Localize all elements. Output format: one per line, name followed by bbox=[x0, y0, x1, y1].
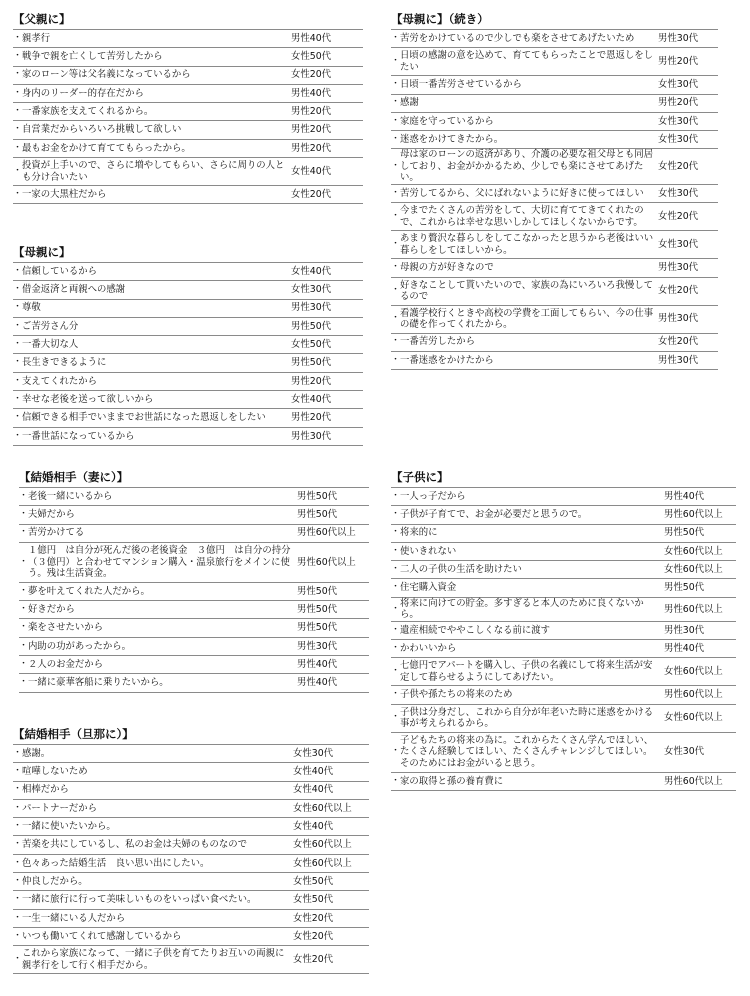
respondent: 女性20代 bbox=[658, 336, 699, 348]
bullet-icon: ・ bbox=[13, 87, 23, 98]
reason-text: 住宅購入資金 bbox=[400, 582, 457, 594]
table-row bbox=[391, 686, 736, 704]
bullet-icon: ・ bbox=[19, 622, 29, 633]
reason-table bbox=[391, 487, 736, 791]
table-row bbox=[391, 561, 736, 579]
bullet-icon: ・ bbox=[391, 115, 401, 126]
reason-text: 二人の子供の生活を助けたい bbox=[400, 564, 522, 576]
table-row bbox=[391, 579, 736, 597]
reason-text: 一緒に旅行に行って美味しいものをいっぱい食べたい。 bbox=[22, 894, 257, 906]
bullet-icon: ・ bbox=[13, 802, 23, 813]
respondent: 男性40代 bbox=[297, 677, 338, 689]
reason-text: 信頼しているから bbox=[22, 265, 98, 277]
reason-text: 一緒に豪華客船に乗りたいから。 bbox=[28, 677, 169, 689]
reason-text: 一番苦労したから bbox=[400, 336, 476, 348]
respondent: 男性30代 bbox=[658, 354, 699, 366]
table-row bbox=[19, 638, 369, 656]
reason-text: 好きだから bbox=[28, 604, 75, 616]
table-row bbox=[19, 601, 369, 619]
reason-text: 仲良しだから。 bbox=[22, 875, 88, 887]
reason-table bbox=[19, 487, 369, 693]
table-row bbox=[13, 391, 363, 409]
respondent: 女性40代 bbox=[293, 821, 334, 833]
reason-text: 使いきれない bbox=[400, 545, 457, 557]
bullet-icon: ・ bbox=[19, 677, 29, 688]
bullet-icon: ・ bbox=[13, 784, 23, 795]
reason-text: １億円 は自分が死んだ後の老後資金 ３億円 は自分の持分（３億円）と合わせてマンション購入・温泉旅行をメインに使う。残は生活資金。 bbox=[28, 545, 291, 580]
bullet-icon: ・ bbox=[13, 51, 23, 62]
table-row bbox=[13, 186, 363, 204]
respondent: 女性30代 bbox=[293, 747, 334, 759]
reason-text: 一家の大黒柱だから bbox=[22, 188, 107, 200]
table-row bbox=[391, 259, 718, 277]
table-row bbox=[13, 30, 363, 48]
respondent: 女性40代 bbox=[291, 165, 332, 177]
table-row bbox=[13, 121, 363, 139]
respondent: 女性60代以上 bbox=[664, 666, 723, 678]
reason-text: 子どもたちの将来の為に。これからたくさん学んでほしい、たくさん経験してほしい、たくさんチャレンジしてほしい。そのためにはお金がいると思う。 bbox=[400, 734, 654, 769]
bullet-icon: ・ bbox=[391, 624, 401, 635]
table-row bbox=[13, 263, 363, 281]
bullet-icon: ・ bbox=[391, 642, 401, 653]
table-row bbox=[13, 103, 363, 121]
respondent: 男性50代 bbox=[297, 622, 338, 634]
respondent: 女性20代 bbox=[658, 160, 699, 172]
bullet-icon: ・ bbox=[391, 79, 401, 90]
bullet-icon: ・ bbox=[391, 354, 401, 365]
table-row bbox=[391, 278, 718, 306]
bullet-icon: ・ bbox=[13, 375, 23, 386]
reason-text: パートナーだから bbox=[22, 802, 98, 814]
bullet-icon: ・ bbox=[13, 32, 23, 43]
bullet-icon: ・ bbox=[391, 509, 401, 520]
bullet-icon: ・ bbox=[391, 313, 401, 324]
table-row bbox=[391, 773, 736, 791]
section-title: 【子供に】 bbox=[391, 470, 449, 484]
respondent: 女性30代 bbox=[658, 79, 699, 91]
respondent: 女性60代以上 bbox=[293, 839, 352, 851]
bullet-icon: ・ bbox=[391, 56, 401, 67]
reason-text: 苦楽を共にしているし、私のお金は夫婦のものなので bbox=[22, 839, 248, 851]
table-row bbox=[391, 185, 718, 203]
table-row bbox=[391, 95, 718, 113]
respondent: 女性20代 bbox=[293, 912, 334, 924]
table-row bbox=[19, 674, 369, 692]
section-husband bbox=[13, 727, 369, 974]
reason-text: 喧嘩しないため bbox=[22, 766, 88, 778]
respondent: 男性60代以上 bbox=[664, 603, 723, 615]
bullet-icon: ・ bbox=[391, 490, 401, 501]
reason-text: 一番大切な人 bbox=[22, 339, 79, 351]
respondent: 男性40代 bbox=[664, 490, 705, 502]
bullet-icon: ・ bbox=[13, 821, 23, 832]
table-row bbox=[13, 318, 363, 336]
respondent: 女性50代 bbox=[291, 51, 332, 63]
reason-text: 信頼できる相手でいままでお世話になった恩返しをしたい bbox=[22, 412, 266, 424]
respondent: 男性60代以上 bbox=[297, 556, 356, 568]
bullet-icon: ・ bbox=[391, 689, 401, 700]
reason-text: 家の取得と孫の養育費に bbox=[400, 775, 504, 787]
reason-text: いつも働いてくれて感謝しているから bbox=[22, 930, 182, 942]
bullet-icon: ・ bbox=[391, 134, 401, 145]
reason-text: ご苦労さん分 bbox=[22, 320, 79, 332]
reason-text: 夢を叶えてくれた人だから。 bbox=[28, 585, 150, 597]
respondent: 女性60代以上 bbox=[664, 712, 723, 724]
table-row bbox=[13, 891, 369, 909]
bullet-icon: ・ bbox=[19, 509, 29, 520]
table-row bbox=[13, 745, 369, 763]
respondent: 男性20代 bbox=[291, 124, 332, 136]
respondent: 女性40代 bbox=[291, 265, 332, 277]
bullet-icon: ・ bbox=[13, 302, 23, 313]
reason-text: 母親の方が好きなので bbox=[400, 262, 494, 274]
table-row bbox=[391, 658, 736, 686]
table-row bbox=[391, 76, 718, 94]
reason-text: 最もお金をかけて育ててもらったから。 bbox=[22, 142, 191, 154]
section-title: 【母親に】 bbox=[13, 245, 71, 259]
reason-text: 家のローン等は父名義になっているから bbox=[22, 69, 191, 81]
respondent: 女性60代以上 bbox=[293, 857, 352, 869]
reason-text: 尊敬 bbox=[22, 302, 41, 314]
section-children bbox=[391, 470, 736, 791]
table-row bbox=[19, 656, 369, 674]
respondent: 男性40代 bbox=[664, 642, 705, 654]
respondent: 女性50代 bbox=[291, 339, 332, 351]
respondent: 男性40代 bbox=[297, 658, 338, 670]
bullet-icon: ・ bbox=[391, 97, 401, 108]
respondent: 女性30代 bbox=[658, 187, 699, 199]
bullet-icon: ・ bbox=[391, 262, 401, 273]
reason-text: 親孝行 bbox=[22, 32, 51, 44]
reason-text: 感謝 bbox=[400, 97, 419, 109]
respondent: 男性20代 bbox=[658, 56, 699, 68]
bullet-icon: ・ bbox=[13, 875, 23, 886]
table-row bbox=[391, 131, 718, 149]
table-row bbox=[391, 30, 718, 48]
reason-text: 遺産相続でややこしくなる前に渡す bbox=[400, 624, 551, 636]
respondent: 女性20代 bbox=[293, 930, 334, 942]
table-row bbox=[19, 619, 369, 637]
table-row bbox=[13, 782, 369, 800]
table-row bbox=[391, 113, 718, 131]
reason-text: 戦争で親を亡くして苦労したから bbox=[22, 51, 163, 63]
table-row bbox=[391, 622, 736, 640]
respondent: 男性30代 bbox=[658, 262, 699, 274]
respondent: 男性40代 bbox=[291, 32, 332, 44]
table-row bbox=[391, 149, 718, 185]
bullet-icon: ・ bbox=[391, 211, 401, 222]
respondent: 女性20代 bbox=[291, 188, 332, 200]
reason-text: 日頃一番苦労させているから bbox=[400, 79, 522, 91]
reason-text: 苦労かけてる bbox=[28, 527, 85, 539]
reason-text: 子供や孫たちの将来のため bbox=[400, 689, 513, 701]
bullet-icon: ・ bbox=[19, 527, 29, 538]
bullet-icon: ・ bbox=[19, 604, 29, 615]
bullet-icon: ・ bbox=[13, 430, 23, 441]
respondent: 男性50代 bbox=[297, 509, 338, 521]
respondent: 男性60代以上 bbox=[664, 689, 723, 701]
table-row bbox=[13, 48, 363, 66]
reason-text: 苦労してるから、父にばれないように好きに使ってほしい bbox=[400, 187, 644, 199]
respondent: 女性40代 bbox=[293, 766, 334, 778]
reason-text: 一番世話になっているから bbox=[22, 430, 135, 442]
table-row bbox=[391, 231, 718, 259]
reason-text: 子供は分身だし、これから自分が年老いた時に迷惑をかける事が考えられるから。 bbox=[400, 706, 654, 730]
reason-text: 七億円でアパートを購入し、子供の名義にして将来生活が安定して暮らせるようにしてあげたい。 bbox=[400, 660, 653, 683]
respondent: 女性60代以上 bbox=[664, 564, 723, 576]
table-row bbox=[13, 855, 369, 873]
bullet-icon: ・ bbox=[13, 747, 23, 758]
reason-table bbox=[13, 262, 363, 446]
respondent: 男性50代 bbox=[297, 490, 338, 502]
bullet-icon: ・ bbox=[13, 124, 23, 135]
bullet-icon: ・ bbox=[13, 930, 23, 941]
reason-text: ２人のお金だから bbox=[28, 658, 104, 670]
bullet-icon: ・ bbox=[391, 775, 401, 786]
table-row bbox=[13, 800, 369, 818]
table-row bbox=[13, 281, 363, 299]
respondent: 男性50代 bbox=[297, 585, 338, 597]
bullet-icon: ・ bbox=[13, 339, 23, 350]
reason-text: 母は家のローンの返済があり、介護の必要な祖父母とも同居しており、お金がかかるため、少しでも楽にさせてあげたい。 bbox=[400, 149, 653, 184]
respondent: 男性50代 bbox=[291, 357, 332, 369]
respondent: 男性50代 bbox=[664, 582, 705, 594]
reason-text: 家庭を守っているから bbox=[400, 115, 494, 127]
reason-table bbox=[13, 29, 363, 204]
reason-text: 投資が上手いので、さらに増やしてもらい、さらに周りの人とも分け合いたい bbox=[22, 160, 285, 183]
respondent: 男性20代 bbox=[291, 375, 332, 387]
table-row bbox=[391, 543, 736, 561]
reason-text: 楽をさせたいから bbox=[28, 622, 104, 634]
reason-text: 迷惑をかけてきたから。 bbox=[400, 134, 504, 146]
bullet-icon: ・ bbox=[13, 69, 23, 80]
bullet-icon: ・ bbox=[391, 712, 401, 723]
respondent: 男性60代以上 bbox=[664, 509, 723, 521]
respondent: 女性30代 bbox=[664, 746, 705, 758]
table-row bbox=[19, 525, 369, 543]
respondent: 男性60代以上 bbox=[664, 775, 723, 787]
reason-text: 好きなことして貰いたいので、家族の為にいろいろ我慢してるので bbox=[400, 279, 653, 303]
reason-text: これから家族になって、一緒に子供を育てたりお互いの両親に親孝行をして行く相手だから。 bbox=[22, 948, 285, 971]
respondent: 女性50代 bbox=[293, 894, 334, 906]
table-row bbox=[391, 705, 736, 733]
respondent: 女性60代以上 bbox=[293, 802, 352, 814]
table-row bbox=[391, 598, 736, 622]
bullet-icon: ・ bbox=[19, 658, 29, 669]
table-row bbox=[13, 818, 369, 836]
section-mother-continued bbox=[391, 12, 718, 370]
reason-text: 一番迷惑をかけたから bbox=[400, 354, 494, 366]
reason-text: 老後一緒にいるから bbox=[28, 490, 113, 502]
respondent: 男性20代 bbox=[291, 142, 332, 154]
table-row bbox=[13, 67, 363, 85]
section-mother bbox=[13, 245, 363, 446]
bullet-icon: ・ bbox=[19, 556, 29, 567]
respondent: 女性40代 bbox=[291, 393, 332, 405]
bullet-icon: ・ bbox=[13, 320, 23, 331]
bullet-icon: ・ bbox=[391, 545, 401, 556]
bullet-icon: ・ bbox=[13, 912, 23, 923]
table-row bbox=[13, 354, 363, 372]
table-row bbox=[13, 928, 369, 946]
respondent: 男性30代 bbox=[291, 302, 332, 314]
bullet-icon: ・ bbox=[391, 666, 401, 677]
reason-text: 日頃の感謝の意を込めて、育ててもらったことで恩返しをしたい bbox=[400, 50, 653, 73]
respondent: 女性30代 bbox=[291, 284, 332, 296]
table-row bbox=[13, 336, 363, 354]
table-row bbox=[391, 640, 736, 658]
reason-text: 将来に向けての貯金。多すぎると本人のために良くないから。 bbox=[400, 597, 644, 621]
bullet-icon: ・ bbox=[13, 357, 23, 368]
reason-text: 感謝。 bbox=[22, 747, 51, 759]
respondent: 男性20代 bbox=[658, 97, 699, 109]
respondent: 男性20代 bbox=[291, 106, 332, 118]
respondent: 男性60代以上 bbox=[297, 527, 356, 539]
table-row bbox=[391, 525, 736, 543]
respondent: 男性30代 bbox=[658, 32, 699, 44]
reason-text: 夫婦だから bbox=[28, 509, 75, 521]
bullet-icon: ・ bbox=[391, 336, 401, 347]
respondent: 女性20代 bbox=[658, 285, 699, 297]
respondent: 女性20代 bbox=[291, 69, 332, 81]
bullet-icon: ・ bbox=[13, 165, 23, 176]
table-row bbox=[391, 352, 718, 370]
table-row bbox=[13, 140, 363, 158]
reason-text: 長生きできるように bbox=[22, 357, 107, 369]
table-row bbox=[13, 428, 363, 446]
respondent: 女性30代 bbox=[658, 239, 699, 251]
respondent: 女性20代 bbox=[658, 211, 699, 223]
reason-text: かわいいから bbox=[400, 642, 457, 654]
bullet-icon: ・ bbox=[13, 954, 23, 965]
table-row bbox=[391, 203, 718, 231]
reason-text: 一緒に使いたいから。 bbox=[22, 821, 116, 833]
reason-text: 一人っ子だから bbox=[400, 490, 466, 502]
bullet-icon: ・ bbox=[13, 766, 23, 777]
bullet-icon: ・ bbox=[13, 284, 23, 295]
reason-text: 自営業だからいろいろ挑戦して欲しい bbox=[22, 124, 182, 136]
bullet-icon: ・ bbox=[13, 265, 23, 276]
bullet-icon: ・ bbox=[13, 142, 23, 153]
respondent: 男性40代 bbox=[291, 87, 332, 99]
table-row bbox=[391, 48, 718, 76]
respondent: 女性30代 bbox=[658, 134, 699, 146]
respondent: 男性50代 bbox=[291, 320, 332, 332]
bullet-icon: ・ bbox=[19, 490, 29, 501]
reason-text: 一生一緒にいる人だから bbox=[22, 912, 126, 924]
bullet-icon: ・ bbox=[13, 857, 23, 868]
table-row bbox=[13, 763, 369, 781]
reason-text: 今までたくさんの苦労をして、大切に育ててきてくれたので、これからは幸せな思いしかしてほしくないからです。 bbox=[400, 205, 644, 228]
table-row bbox=[391, 488, 736, 506]
table-row bbox=[13, 946, 369, 974]
reason-text: 支えてくれたから bbox=[22, 375, 98, 387]
bullet-icon: ・ bbox=[391, 32, 401, 43]
bullet-icon: ・ bbox=[391, 160, 401, 171]
reason-table bbox=[13, 744, 369, 974]
respondent: 女性60代以上 bbox=[664, 545, 723, 557]
bullet-icon: ・ bbox=[13, 412, 23, 423]
bullet-icon: ・ bbox=[391, 187, 401, 198]
bullet-icon: ・ bbox=[19, 585, 29, 596]
bullet-icon: ・ bbox=[13, 839, 23, 850]
section-father bbox=[13, 12, 363, 204]
reason-text: 内助の功があったから。 bbox=[28, 640, 132, 652]
reason-text: 身内のリーダー的存在だから bbox=[22, 87, 144, 99]
section-title: 【父親に】 bbox=[13, 12, 71, 26]
reason-text: 借金返済と両親への感謝 bbox=[22, 284, 126, 296]
reason-text: 色々あった結婚生活 良い思い出にしたい。 bbox=[22, 857, 210, 869]
table-row bbox=[391, 506, 736, 524]
table-row bbox=[19, 506, 369, 524]
respondent: 男性50代 bbox=[297, 604, 338, 616]
bullet-icon: ・ bbox=[13, 106, 23, 117]
bullet-icon: ・ bbox=[391, 285, 401, 296]
bullet-icon: ・ bbox=[391, 527, 401, 538]
bullet-icon: ・ bbox=[13, 188, 23, 199]
reason-table bbox=[391, 29, 718, 370]
section-title: 【結婚相手（妻に）】 bbox=[19, 470, 129, 484]
table-row bbox=[13, 910, 369, 928]
bullet-icon: ・ bbox=[13, 393, 23, 404]
section-wife bbox=[19, 470, 369, 693]
reason-text: 子供が子育てで、お金が必要だと思うので。 bbox=[400, 509, 588, 521]
respondent: 男性50代 bbox=[664, 527, 705, 539]
reason-text: 相棒だから bbox=[22, 784, 69, 796]
respondent: 男性30代 bbox=[291, 430, 332, 442]
section-title: 【母親に】（続き） bbox=[391, 12, 489, 26]
bullet-icon: ・ bbox=[13, 894, 23, 905]
respondent: 女性30代 bbox=[658, 115, 699, 127]
table-row bbox=[391, 733, 736, 773]
respondent: 女性40代 bbox=[293, 784, 334, 796]
table-row bbox=[13, 373, 363, 391]
respondent: 男性20代 bbox=[291, 412, 332, 424]
bullet-icon: ・ bbox=[391, 564, 401, 575]
respondent: 女性20代 bbox=[293, 954, 334, 966]
reason-text: 苦労をかけているので少しでも楽をさせてあげたいため bbox=[400, 32, 635, 44]
reason-text: 幸せな老後を送って欲しいから bbox=[22, 393, 154, 405]
table-row bbox=[391, 334, 718, 352]
reason-text: あまり贅沢な暮らしをしてこなかったと思うから老後はいい暮らしをしてほしいから。 bbox=[400, 233, 654, 256]
bullet-icon: ・ bbox=[19, 640, 29, 651]
reason-text: 一番家族を支えてくれるから。 bbox=[22, 106, 154, 118]
bullet-icon: ・ bbox=[391, 603, 401, 614]
bullet-icon: ・ bbox=[391, 746, 401, 757]
table-row bbox=[391, 306, 718, 334]
table-row bbox=[13, 836, 369, 854]
table-row bbox=[13, 873, 369, 891]
table-row bbox=[19, 543, 369, 583]
respondent: 男性30代 bbox=[658, 313, 699, 325]
table-row bbox=[13, 158, 363, 186]
bullet-icon: ・ bbox=[391, 239, 401, 250]
respondent: 男性30代 bbox=[297, 640, 338, 652]
table-row bbox=[19, 488, 369, 506]
bullet-icon: ・ bbox=[391, 582, 401, 593]
table-row bbox=[19, 583, 369, 601]
section-title: 【結婚相手（旦那に）】 bbox=[13, 727, 134, 741]
respondent: 女性50代 bbox=[293, 875, 334, 887]
respondent: 男性30代 bbox=[664, 624, 705, 636]
table-row bbox=[13, 300, 363, 318]
reason-text: 看護学校行くときや高校の学費を工面してもらい、今の仕事の礎を作ってくれたから。 bbox=[400, 307, 654, 331]
table-row bbox=[13, 85, 363, 103]
table-row bbox=[13, 409, 363, 427]
reason-text: 将来的に bbox=[400, 527, 438, 539]
